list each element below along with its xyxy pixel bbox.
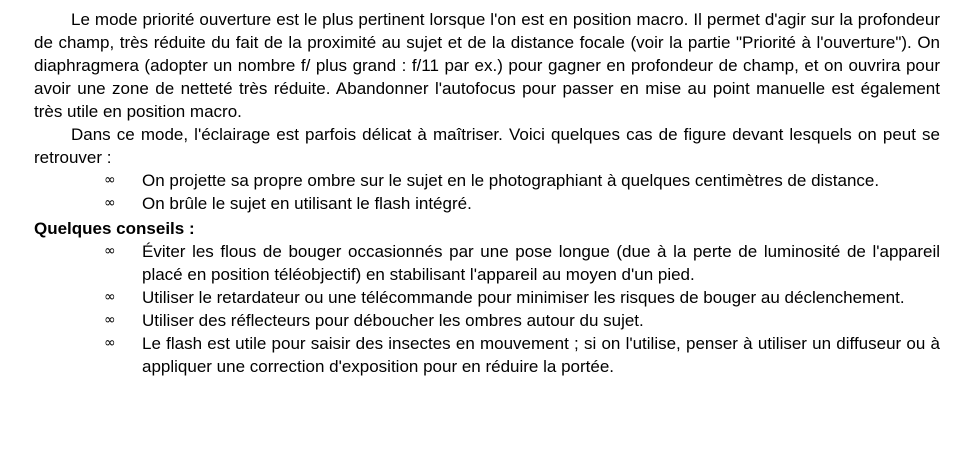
- list-item: [34, 309, 940, 332]
- infinity-bullet-icon: ∞: [104, 335, 116, 351]
- infinity-bullet-icon: ∞: [104, 172, 116, 188]
- list-item-text: On projette sa propre ombre sur le sujet en le photographiant à quelques centimètres de distance.: [142, 171, 880, 190]
- list-item: [34, 240, 940, 286]
- advice-list: [34, 240, 940, 378]
- infinity-bullet-icon: ∞: [104, 243, 116, 259]
- list-item-text: Éviter les flous de bouger occasionnés par une pose longue (due à la perte de luminosité de l'appareil placé en position téléobjectif) en stabilisant l'appareil au moyen d'un pied.: [142, 242, 940, 284]
- document-body: [34, 8, 940, 378]
- list-item-text: Utiliser des réflecteurs pour déboucher les ombres autour du sujet.: [142, 311, 644, 330]
- list-item: [34, 286, 940, 309]
- lighting-cases-list: [34, 169, 940, 215]
- list-item: [34, 192, 940, 215]
- infinity-bullet-icon: ∞: [104, 312, 116, 328]
- paragraph-aperture-priority: Le mode priorité ouverture est le plus pertinent lorsque l'on est en position macro. Il permet d'agir sur la profondeur de champ, très réduite du fait de la proximité au sujet et de la distance focale (voir la partie "Priorité à l'ouverture"). On diaphragmera (adopter un nombre f/ plus grand : f/11 par ex.) pour gagner en profondeur de champ, et on ouvrira pour avoir une zone de netteté très réduite. Abandonner l'autofocus pour passer en mise au point manuelle est également très utile en position macro.: [34, 10, 940, 121]
- advice-heading: Quelques conseils :: [34, 219, 195, 238]
- infinity-bullet-icon: ∞: [104, 195, 116, 211]
- infinity-bullet-icon: ∞: [104, 289, 116, 305]
- paragraph-lighting: Dans ce mode, l'éclairage est parfois délicat à maîtriser. Voici quelques cas de figure devant lesquels on peut se retrouver :: [34, 125, 940, 167]
- list-item: [34, 169, 940, 192]
- list-item: [34, 332, 940, 378]
- list-item-text: On brûle le sujet en utilisant le flash intégré.: [142, 194, 472, 213]
- list-item-text: Utiliser le retardateur ou une télécommande pour minimiser les risques de bouger au déclenchement.: [142, 288, 905, 307]
- list-item-text: Le flash est utile pour saisir des insectes en mouvement ; si on l'utilise, penser à utiliser un diffuseur ou à appliquer une correction d'exposition pour en réduire la portée.: [142, 334, 940, 376]
